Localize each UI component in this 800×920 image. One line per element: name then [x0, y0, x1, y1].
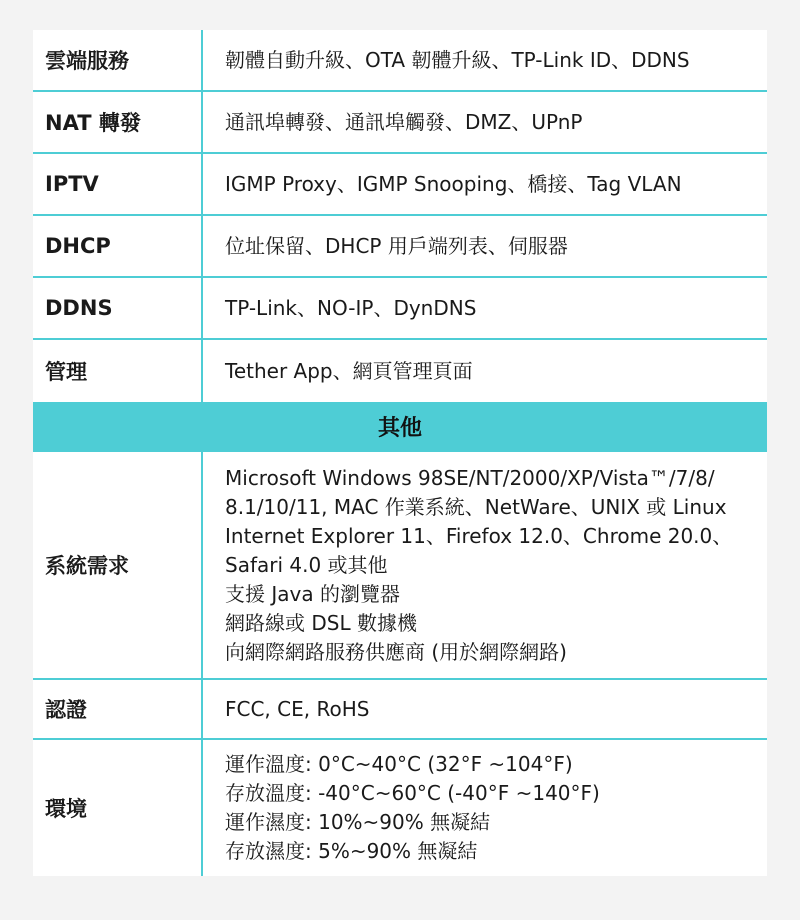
- row-label: 環境: [33, 740, 203, 876]
- value-line: 支援 Java 的瀏覽器: [225, 581, 400, 606]
- row-value: [203, 452, 767, 678]
- spec-row-nat-forwarding: [33, 92, 767, 154]
- section-header-other: 其他: [33, 402, 767, 452]
- row-label: NAT 轉發: [33, 92, 203, 152]
- row-value: [203, 740, 767, 876]
- row-label: 系統需求: [33, 452, 203, 678]
- row-value: Tether App、網頁管理頁面: [225, 358, 473, 383]
- row-label: DHCP: [33, 216, 203, 276]
- spec-row-ddns: [33, 278, 767, 340]
- spec-row-system-requirements: [33, 452, 767, 680]
- value-line: Microsoft Windows 98SE/NT/2000/XP/Vista™/7/8/: [225, 465, 715, 490]
- spec-row-certification: [33, 680, 767, 740]
- value-line: 8.1/10/11, MAC 作業系統、NetWare、UNIX 或 Linux: [225, 494, 727, 519]
- spec-table: [33, 30, 767, 876]
- row-label: 認證: [33, 680, 203, 738]
- value-line: 網路線或 DSL 數據機: [225, 610, 417, 635]
- value-line: 存放濕度: 5%~90% 無凝結: [225, 839, 478, 863]
- row-value: FCC, CE, RoHS: [225, 696, 370, 721]
- value-line: Safari 4.0 或其他: [225, 552, 388, 577]
- spec-row-environment: [33, 740, 767, 876]
- row-label: 管理: [33, 340, 203, 402]
- row-value: TP-Link、NO-IP、DynDNS: [225, 295, 477, 320]
- spec-row-management: [33, 340, 767, 402]
- value-line: 存放溫度: -40°C~60°C (-40°F ~140°F): [225, 781, 600, 805]
- row-value: 通訊埠轉發、通訊埠觸發、DMZ、UPnP: [225, 109, 583, 134]
- row-label: IPTV: [33, 154, 203, 214]
- value-line: 運作溫度: 0°C~40°C (32°F ~104°F): [225, 752, 573, 776]
- row-value: IGMP Proxy、IGMP Snooping、橋接、Tag VLAN: [225, 171, 682, 196]
- spec-row-dhcp: [33, 216, 767, 278]
- value-line: 運作濕度: 10%~90% 無凝結: [225, 810, 491, 834]
- row-label: 雲端服務: [33, 30, 203, 90]
- value-line: Internet Explorer 11、Firefox 12.0、Chrome 20.0、: [225, 523, 733, 548]
- spec-row-cloud-service: [33, 30, 767, 92]
- row-value: 韌體自動升級、OTA 韌體升級、TP-Link ID、DDNS: [225, 47, 690, 72]
- row-value: 位址保留、DHCP 用戶端列表、伺服器: [225, 233, 568, 258]
- spec-row-iptv: [33, 154, 767, 216]
- value-line: 向網際網路服務供應商 (用於網際網路): [225, 639, 567, 664]
- row-label: DDNS: [33, 278, 203, 338]
